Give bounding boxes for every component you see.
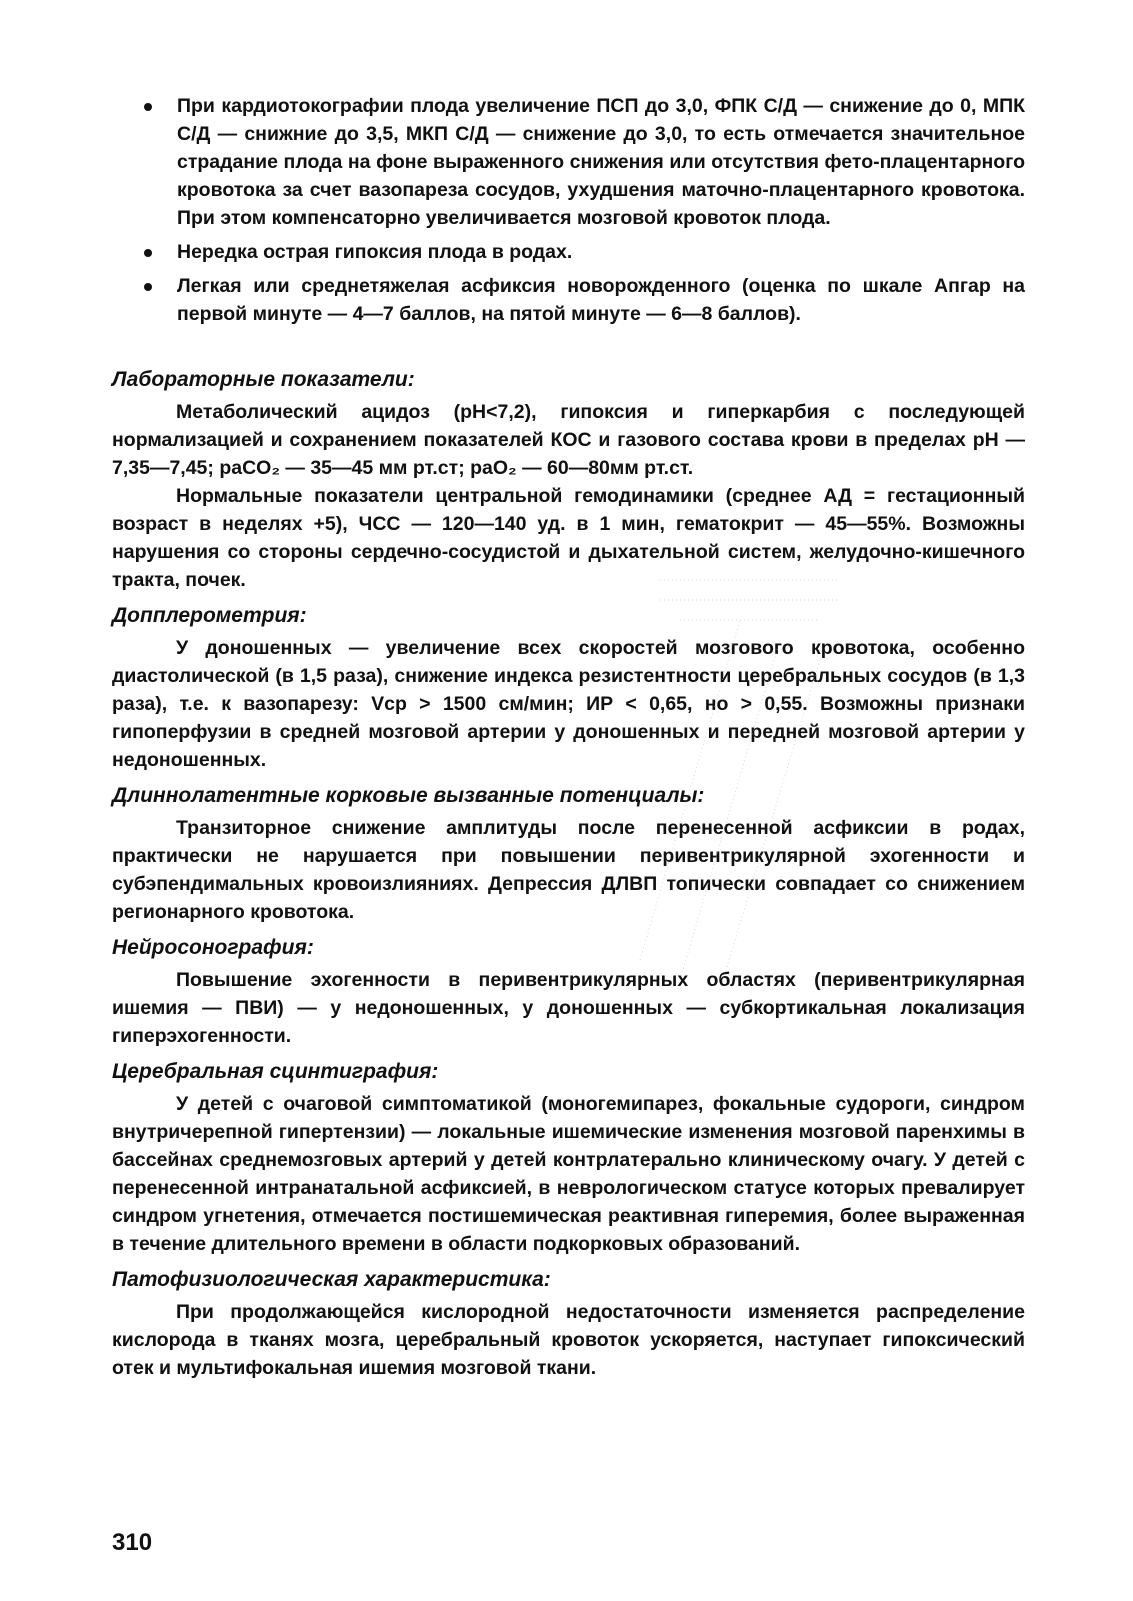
section-heading: Длиннолатентные корковые вызванные потенциалы: (112, 784, 705, 807)
section-neurosonography (112, 934, 1025, 1050)
paragraph: Транзиторное снижение амплитуды после перенесенной асфиксии в родах, практически не нарушается при повышении перивентрикулярной эхогенности и субэпендимальных кровоизлияниях. Депрессия ДЛВП топически совпадает со снижением регионарного кровотока. (112, 817, 1025, 923)
section-heading: Лабораторные показатели: (112, 368, 415, 391)
bullet-text: Легкая или среднетяжелая асфиксия новорожденного (оценка по шкале Апгар на первой минуте — 4—7 баллов, на пятой минуте — 6—8 баллов). (177, 275, 1025, 325)
paragraph: Метаболический ацидоз (pH<7,2), гипоксия и гиперкарбия с последующей нормализацией и сохранением показателей КОС и газового состава крови в пределах pH —7,35—7,45; paCO₂ — 35—45 мм рт.ст; paO₂ — 60—80мм рт.ст. (112, 401, 1025, 479)
section-heading: Нейросонография: (112, 936, 314, 959)
section-heading: Патофизиологическая характеристика: (112, 1268, 551, 1291)
section-heading: Церебральная сцинтиграфия: (112, 1060, 439, 1083)
bullet-item (140, 238, 1025, 266)
main-content (112, 366, 1025, 1390)
bullet-dot-icon (144, 283, 152, 291)
bullet-dot-icon (144, 249, 152, 257)
section-heading: Допплерометрия: (112, 604, 307, 627)
section-scintigraphy (112, 1058, 1025, 1258)
bullet-text: При кардиотокографии плода увеличение ПСП до 3,0, ФПК С/Д — снижение до 0, МПК С/Д — снижние до 3,5, МКП С/Д — снижение до 3,0, то есть отмечается значительное страдание плода на фоне выраженного снижения или отсутствия фето-плацентарного кровотока за счет вазопареза сосудов, ухудшения маточно-плацентарного кровотока. При этом компенсаторно увеличивается мозговой кровоток плода. (177, 95, 1025, 229)
paragraph: У доношенных — увеличение всех скоростей мозгового кровотока, особенно диастолической (в 1,5 раза), снижение индекса резистентности церебральных сосудов (в 1,3 раза), т.е. к вазопарезу: Vcp > 1500 см/мин; ИР < 0,65, но > 0,55. Возможны признаки гипоперфузии в средней мозговой артерии у доношенных и передней мозговой артерии у недоношенных. (112, 637, 1025, 771)
bullet-dot-icon (144, 103, 152, 111)
section-evoked-potentials (112, 782, 1025, 926)
paragraph: У детей с очаговой симптоматикой (моногемипарез, фокальные судороги, синдром внутричерепной гипертензии) — локальные ишемические изменения мозговой паренхимы в бассейнах среднемозговых артерий у детей контрлатерально клиническому очагу. У детей с перенесенной интранатальной асфиксией, в неврологическом статусе которых превалирует синдром угнетения, отмечается постишемическая реактивная гиперемия, более выраженная в течение длительного времени в области подкорковых образований. (112, 1093, 1025, 1255)
bullet-text: Нередка острая гипоксия плода в родах. (177, 241, 573, 263)
page-number: 310 (112, 1529, 153, 1556)
bullet-item (140, 272, 1025, 328)
section-pathophysiology (112, 1266, 1025, 1382)
bullet-list (140, 92, 1025, 334)
paragraph: Нормальные показатели центральной гемодинамики (среднее АД = гестационный возраст в неделях +5), ЧСС — 120—140 уд. в 1 мин, гематокрит — 45—55%. Возможны нарушения со стороны сердечно-сосудистой и дыхательной систем, желудочно-кишечного тракта, почек. (112, 485, 1025, 591)
paragraph: Повышение эхогенности в перивентрикулярных областях (перивентрикулярная ишемия — ПВИ) — у недоношенных, у доношенных — субкортикальная локализация гиперэхогенности. (112, 969, 1025, 1047)
section-dopplerometry (112, 602, 1025, 774)
section-lab-indicators (112, 366, 1025, 594)
bullet-item (140, 92, 1025, 232)
paragraph: При продолжающейся кислородной недостаточности изменяется распределение кислорода в тканях мозга, церебральный кровоток ускоряется, наступает гипоксический отек и мультифокальная ишемия мозговой ткани. (112, 1301, 1025, 1379)
